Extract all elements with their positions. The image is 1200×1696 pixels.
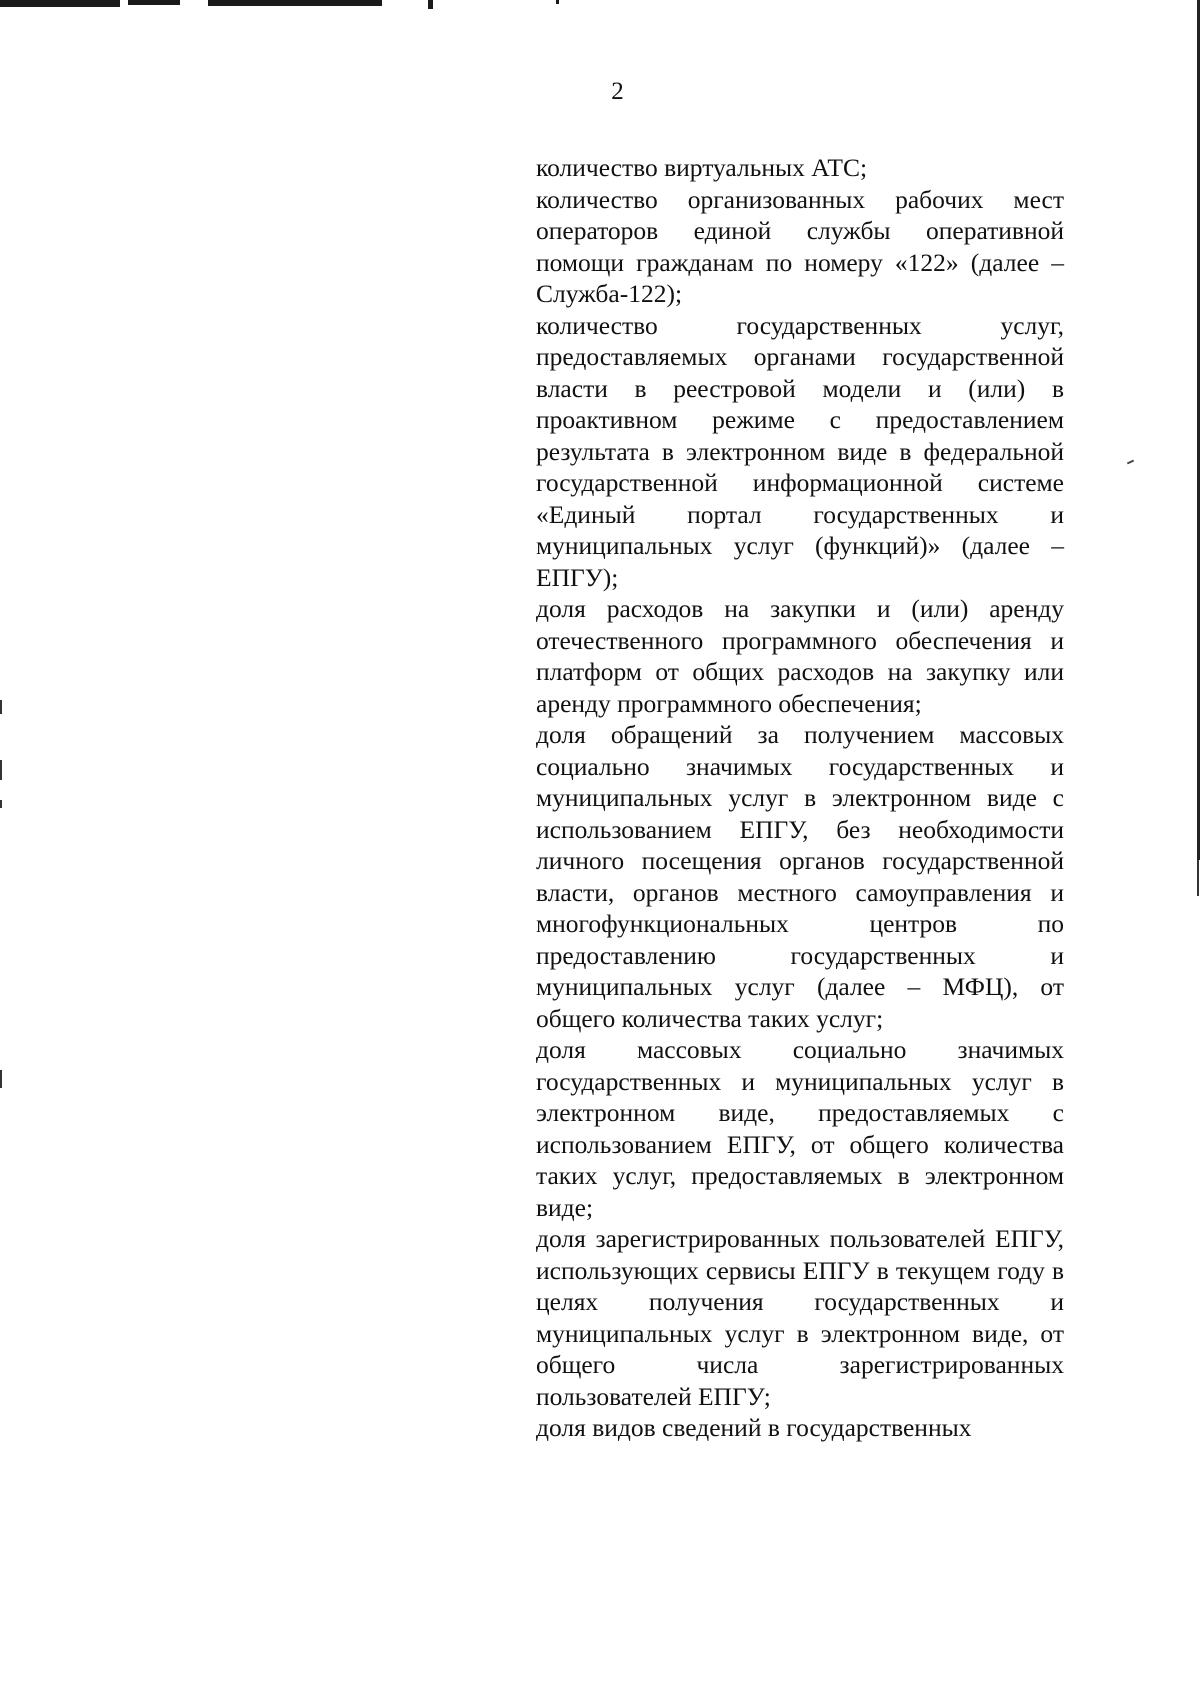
- stray-mark: [1127, 460, 1134, 465]
- scan-artifact-top: [0, 0, 1200, 12]
- paragraph: количество виртуальных АТС;: [536, 153, 868, 182]
- paragraph: доля видов сведений в государственных: [536, 1413, 972, 1442]
- paragraph: доля расходов на закупки и (или) аренду отечественного программного обеспечения и платформ от общих расходов на закупку или аренду программного обеспечения;: [536, 594, 1064, 718]
- body-text: [536, 152, 1064, 1444]
- paragraph: доля зарегистрированных пользователей ЕПГУ, использующих сервисы ЕПГУ в текущем году в целях получения государственных и муниципальных услуг в электронном виде, от общего числа зарегистрированных пользователей ЕПГУ;: [536, 1224, 1064, 1411]
- paragraph: доля массовых социально значимых государственных и муниципальных услуг в электронном виде, предоставляемых с использованием ЕПГУ, от общего количества таких услуг, предоставляемых в электронном виде;: [536, 1035, 1064, 1222]
- page-number: 2: [611, 78, 624, 105]
- paragraph: доля обращений за получением массовых социально значимых государственных и муниципальных услуг в электронном виде с использованием ЕПГУ, без необходимости личного посещения органов государственной власти, органов местного самоуправления и многофункциональных центров по предоставлению государственных и муниципальных услуг (далее – МФЦ), от общего количества таких услуг;: [536, 720, 1064, 1033]
- paragraph: количество организованных рабочих мест операторов единой службы оперативной помощи гражданам по номеру «122» (далее – Служба-122);: [536, 184, 1064, 308]
- paragraph: количество государственных услуг, предоставляемых органами государственной власти в реестровой модели и (или) в проактивном режиме с предоставлением результата в электронном виде в федеральной государственной информационной системе «Единый портал государственных и муниципальных услуг (функций)» (далее – ЕПГУ);: [536, 310, 1064, 592]
